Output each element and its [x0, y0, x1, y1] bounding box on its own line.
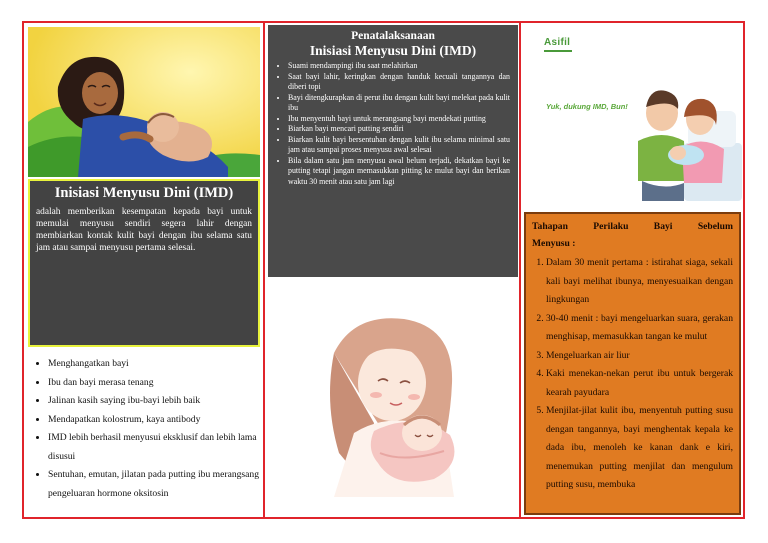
benefit-item: • Sentuhan, emutan, jilatan pada putting ibu merangsang pengeluaran hormone oksitosin: [48, 466, 276, 503]
procedure-step: • Bila dalam satu jam menyusu awal belum terjadi, dekatkan bayi ke putting tetapi jangan memasukkan pitting ke mulut bayi dan berikan waktu 30 menit atau satu jam lagi: [288, 156, 510, 188]
procedure-step: • Biarkan kulit bayi bersentuhan dengan kulit ibu selama minimal satu jam atau sampai proses menyusu awal selesai: [288, 135, 510, 156]
procedure-heading: Penatalaksanaan: [351, 30, 435, 42]
procedure-box: [268, 25, 518, 277]
stage-item: 4. Kaki menekan-nekan perut ibu untuk bergerak kearah payudara: [546, 365, 733, 402]
benefits-list: [32, 355, 276, 503]
logo-underline: [544, 50, 572, 52]
mother-holding-baby-illustration: [294, 313, 490, 497]
middle-panel: [266, 23, 520, 517]
right-panel: [522, 23, 743, 517]
procedure-step: • Biarkan bayi mencari putting sendiri: [288, 124, 510, 135]
procedure-steps: [276, 61, 510, 187]
baby-behavior-stages: [532, 254, 733, 495]
baby-behavior-box: [524, 212, 741, 515]
mother-breastfeeding-illustration: [28, 27, 260, 177]
procedure-step: • Ibu menyentuh bayi untuk merangsang bayi mendekati putting: [288, 114, 510, 125]
imd-definition: adalah memberikan kesempatan kepada bayi untuk memulai menyusu sendiri segera lahir dengan membiarkan kontak kulit bayi dengan ibu selama satu jam atau sampai menyusu pertama selesai.: [36, 207, 252, 253]
stage-item: 1. Dalam 30 menit pertama : istirahat siaga, sekali kali bayi melihat ibunya, menyesuaikan dengan lingkungan: [546, 254, 733, 310]
imd-title: Inisiasi Menyusu Dini (IMD): [54, 185, 234, 201]
benefit-item: • Jalinan kasih saying ibu-bayi lebih baik: [48, 392, 276, 411]
stage-item: 3. Mengeluarkan air liur: [546, 347, 733, 366]
stage-item: 2. 30-40 menit : bayi mengeluarkan suara, gerakan menghisap, memasukkan tangan ke mulut: [546, 310, 733, 347]
procedure-step: • Bayi ditengkurapkan di perut ibu dengan kulit bayi melekat pada kulit ibu: [288, 93, 510, 114]
slogan: Yuk, dukung IMD, Bun!: [546, 102, 628, 111]
heading-line-1: Tahapan Perilaku Bayi Sebelum: [532, 221, 733, 232]
left-panel: [24, 23, 264, 517]
procedure-step: • Saat bayi lahir, keringkan dengan handuk kecuali tangannya dan diberi topi: [288, 72, 510, 93]
benefit-item: • Menghangatkan bayi: [48, 355, 276, 374]
procedure-step: • Suami mendampingi ibu saat melahirkan: [288, 61, 510, 72]
benefit-item: • Ibu dan bayi merasa tenang: [48, 374, 276, 393]
logo: Asifil: [544, 37, 571, 48]
imd-definition-box: [28, 179, 260, 347]
baby-behavior-heading: [532, 218, 733, 252]
heading-line-2: Menyusu :: [532, 238, 576, 249]
stage-item: 5. Menjilat-jilat kulit ibu, menyentuh putting susu dengan tangannya, bayi menghentak kepala ke dada ibu, menoleh ke kanan dank e kiri, menemukan putting menjilat dan mengulum putting susu, membuka: [546, 402, 733, 495]
benefit-item: • IMD lebih berhasil menyusui eksklusif dan lebih lama disusui: [48, 429, 276, 466]
benefit-item: • Mendapatkan kolostrum, kaya antibody: [48, 411, 276, 430]
parents-with-baby-illustration: [624, 71, 742, 201]
procedure-title: Inisiasi Menyusu Dini (IMD): [309, 43, 477, 58]
